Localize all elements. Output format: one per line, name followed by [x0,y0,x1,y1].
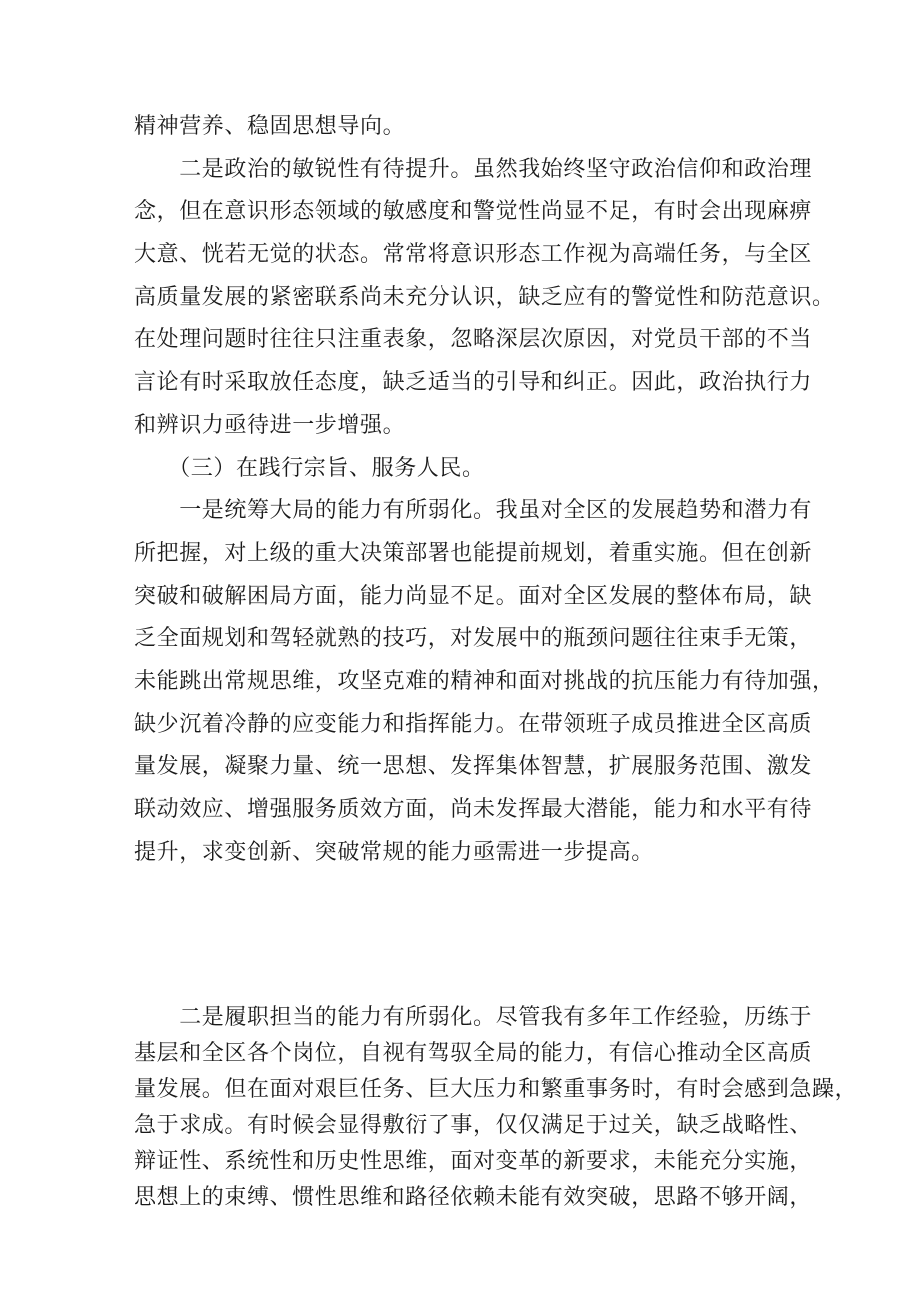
text-line: 乏全面规划和驾轻就熟的技巧，对发展中的瓶颈问题往往束手无策， [134,626,813,652]
text-line: 二是政治的敏锐性有待提升。虽然我始终坚守政治信仰和政治理 [134,156,813,182]
text-line: 联动效应、增强服务质效方面，尚未发挥最大潜能，能力和水平有待 [134,797,813,822]
text-line: 量发展，凝聚力量、统一思想、发挥集体智慧，扩展服务范围、激发 [134,754,813,780]
body-text-lower [134,1000,858,1216]
text-line: 辩证性、系统性和历史性思维，面对变革的新要求，未能充分实施， [134,1149,813,1174]
text-line: 量发展。但在面对艰巨任务、巨大压力和繁重事务时，有时会感到急躁， [134,1077,858,1102]
text-line: 基层和全区各个岗位，自视有驾驭全局的能力，有信心推动全区高质 [134,1041,813,1066]
text-line: 缺少沉着冷静的应变能力和指挥能力。在带领班子成员推进全区高质 [134,711,813,737]
text-line: 思想上的束缚、惯性思维和路径依赖未能有效突破，思路不够开阔， [134,1185,813,1210]
text-line: 高质量发展的紧密联系尚未充分认识，缺乏应有的警觉性和防范意识。 [134,284,835,310]
section-heading: （三）在践行宗旨、服务人民。 [134,455,485,481]
text-line: 提升，求变创新、突破常规的能力亟需进一步提高。 [134,839,654,865]
text-line: 所把握，对上级的重大决策部署也能提前规划，着重实施。但在创新 [134,540,813,566]
text-line: 急于求成。有时候会显得敷衍了事，仅仅满足于过关，缺乏战略性、 [134,1113,813,1138]
text-line: 精神营养、稳固思想导向。 [134,114,406,139]
body-text-upper [134,106,835,874]
text-line: 二是履职担当的能力有所弱化。尽管我有多年工作经验，历练于 [134,1005,813,1030]
text-line: 一是统筹大局的能力有所弱化。我虽对全区的发展趋势和潜力有 [134,498,813,524]
text-line: 在处理问题时往往只注重表象，忽略深层次原因，对党员干部的不当 [134,327,813,353]
text-line: 未能跳出常规思维，攻坚克难的精神和面对挑战的抗压能力有待加强， [134,668,835,694]
text-line: 大意、恍若无觉的状态。常常将意识形态工作视为高端任务，与全区 [134,242,813,268]
text-line: 言论有时采取放任态度，缺乏适当的引导和纠正。因此，政治执行力 [134,370,813,396]
text-line: 念，但在意识形态领域的敏感度和警觉性尚显不足，有时会出现麻痹 [134,199,813,225]
text-line: 和辨识力亟待进一步增强。 [134,412,406,438]
text-line: 突破和破解困局方面，能力尚显不足。面对全区发展的整体布局，缺 [134,583,813,609]
